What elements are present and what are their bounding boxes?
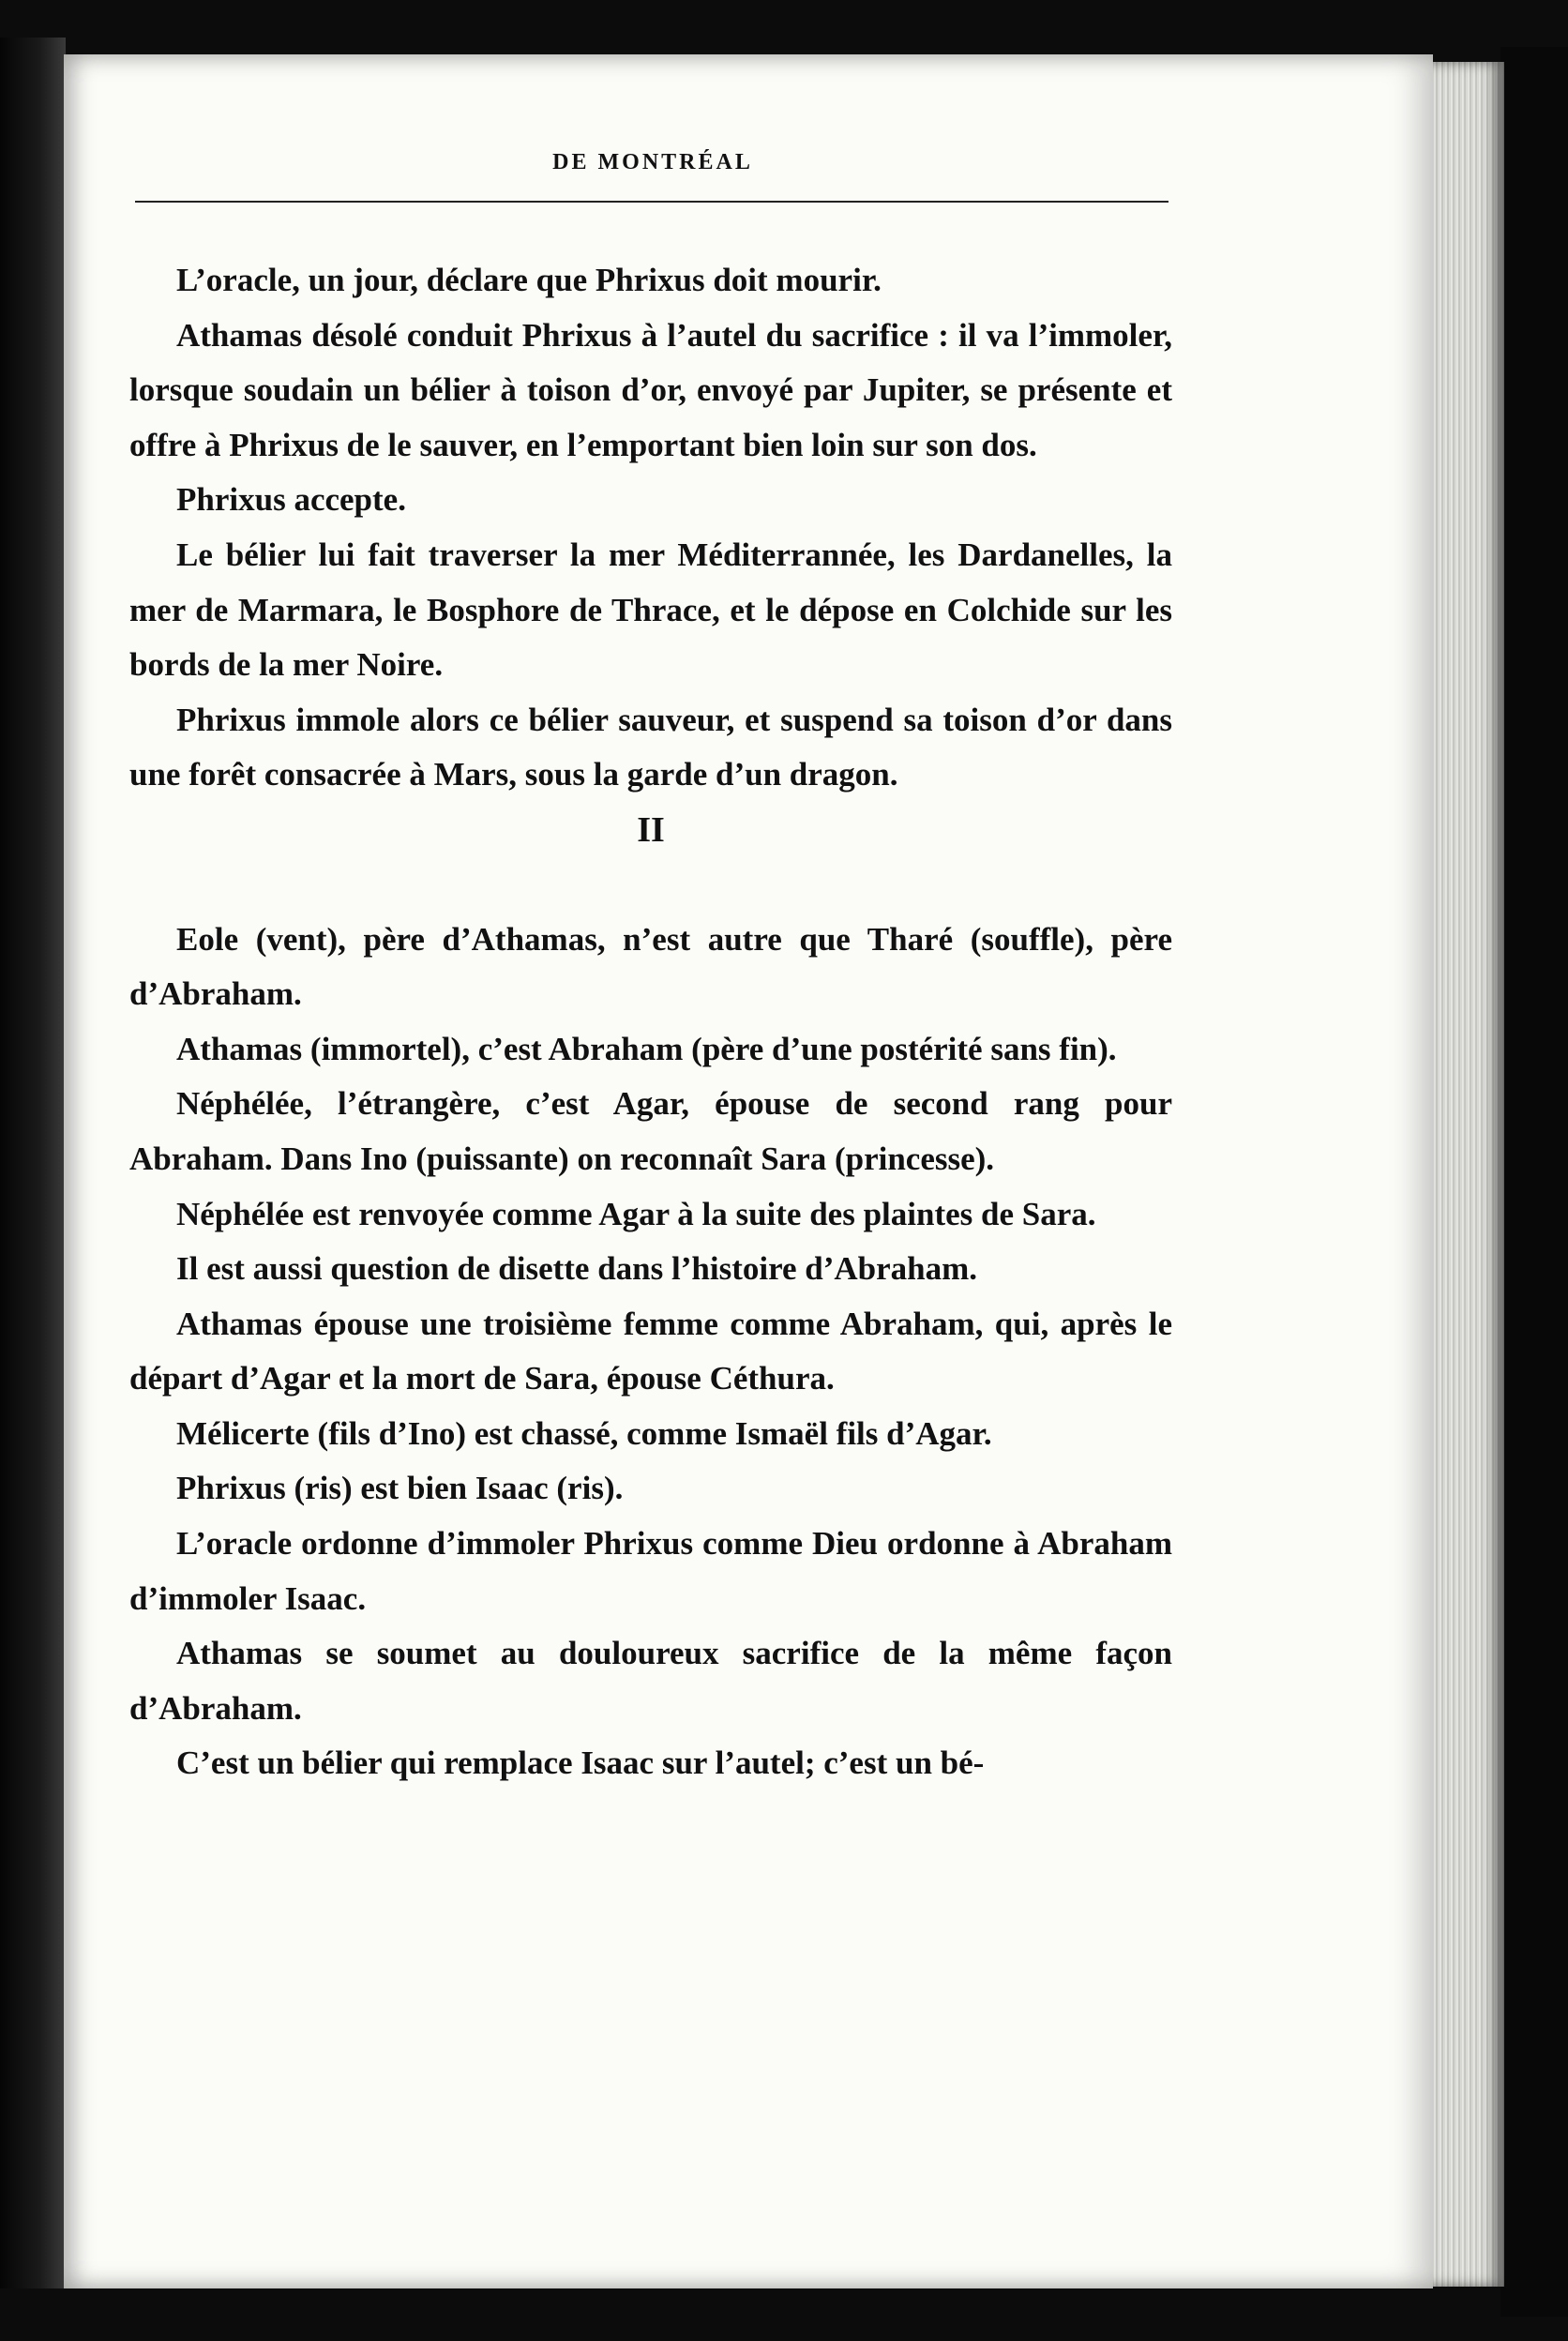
section-heading: II bbox=[637, 809, 665, 850]
page-body bbox=[129, 253, 1172, 1791]
paragraph: Eole (vent), père d’Athamas, n’est autre que Tharé (souffle), père d’Abraham. bbox=[129, 920, 1172, 1013]
header-rule bbox=[135, 201, 1168, 203]
paragraph: C’est un bélier qui remplace Isaac sur l’autel; c’est un bé- bbox=[176, 1744, 985, 1782]
paragraph: Phrixus immole alors ce bélier sauveur, et suspend sa toison d’or dans une forêt consacrée à Mars, sous la garde d’un dragon. bbox=[129, 701, 1172, 793]
page-stack-edge bbox=[1433, 62, 1504, 2287]
paragraph: Athamas se soumet au douloureux sacrifice de la même façon d’Abraham. bbox=[129, 1635, 1172, 1727]
paragraph: Athamas épouse une troisième femme comme Abraham, qui, après le départ d’Agar et la mort de Sara, épouse Céthura. bbox=[129, 1305, 1172, 1397]
paragraph: L’oracle ordonne d’immoler Phrixus comme Dieu ordonne à Abraham d’immoler Isaac. bbox=[129, 1525, 1172, 1617]
paragraph: Néphélée est renvoyée comme Agar à la suite des plaintes de Sara. bbox=[176, 1195, 1096, 1232]
running-header: DE MONTRÉAL bbox=[552, 150, 753, 174]
paragraph: Le bélier lui fait traverser la mer Méditerrannée, les Dardanelles, la mer de Marmara, le Bosphore de Thrace, et le dépose en Colchide sur les bords de la mer Noire. bbox=[129, 536, 1172, 684]
paragraph: Phrixus accepte. bbox=[176, 481, 406, 519]
book-binding bbox=[1500, 47, 1568, 2317]
paragraph: Athamas (immortel), c’est Abraham (père d’une postérité sans fin). bbox=[176, 1030, 1117, 1067]
paragraph: Il est aussi question de disette dans l’histoire d’Abraham. bbox=[176, 1250, 978, 1288]
paragraph: L’oracle, un jour, déclare que Phrixus doit mourir. bbox=[176, 262, 882, 298]
paragraph: Phrixus (ris) est bien Isaac (ris). bbox=[176, 1470, 624, 1507]
paragraph: Néphélée, l’étrangère, c’est Agar, épouse de second rang pour Abraham. Dans Ino (puissante) on reconnaît Sara (princesse). bbox=[129, 1085, 1172, 1177]
paragraph: Mélicerte (fils d’Ino) est chassé, comme Ismaël fils d’Agar. bbox=[176, 1414, 992, 1452]
paragraph: Athamas désolé conduit Phrixus à l’autel du sacrifice : il va l’immoler, lorsque soudain un bélier à toison d’or, envoyé par Jupiter, se présente et offre à Phrixus de le sauver, en l’emportant bien loin sur son dos. bbox=[129, 316, 1172, 463]
book-left-edge bbox=[0, 38, 66, 2288]
